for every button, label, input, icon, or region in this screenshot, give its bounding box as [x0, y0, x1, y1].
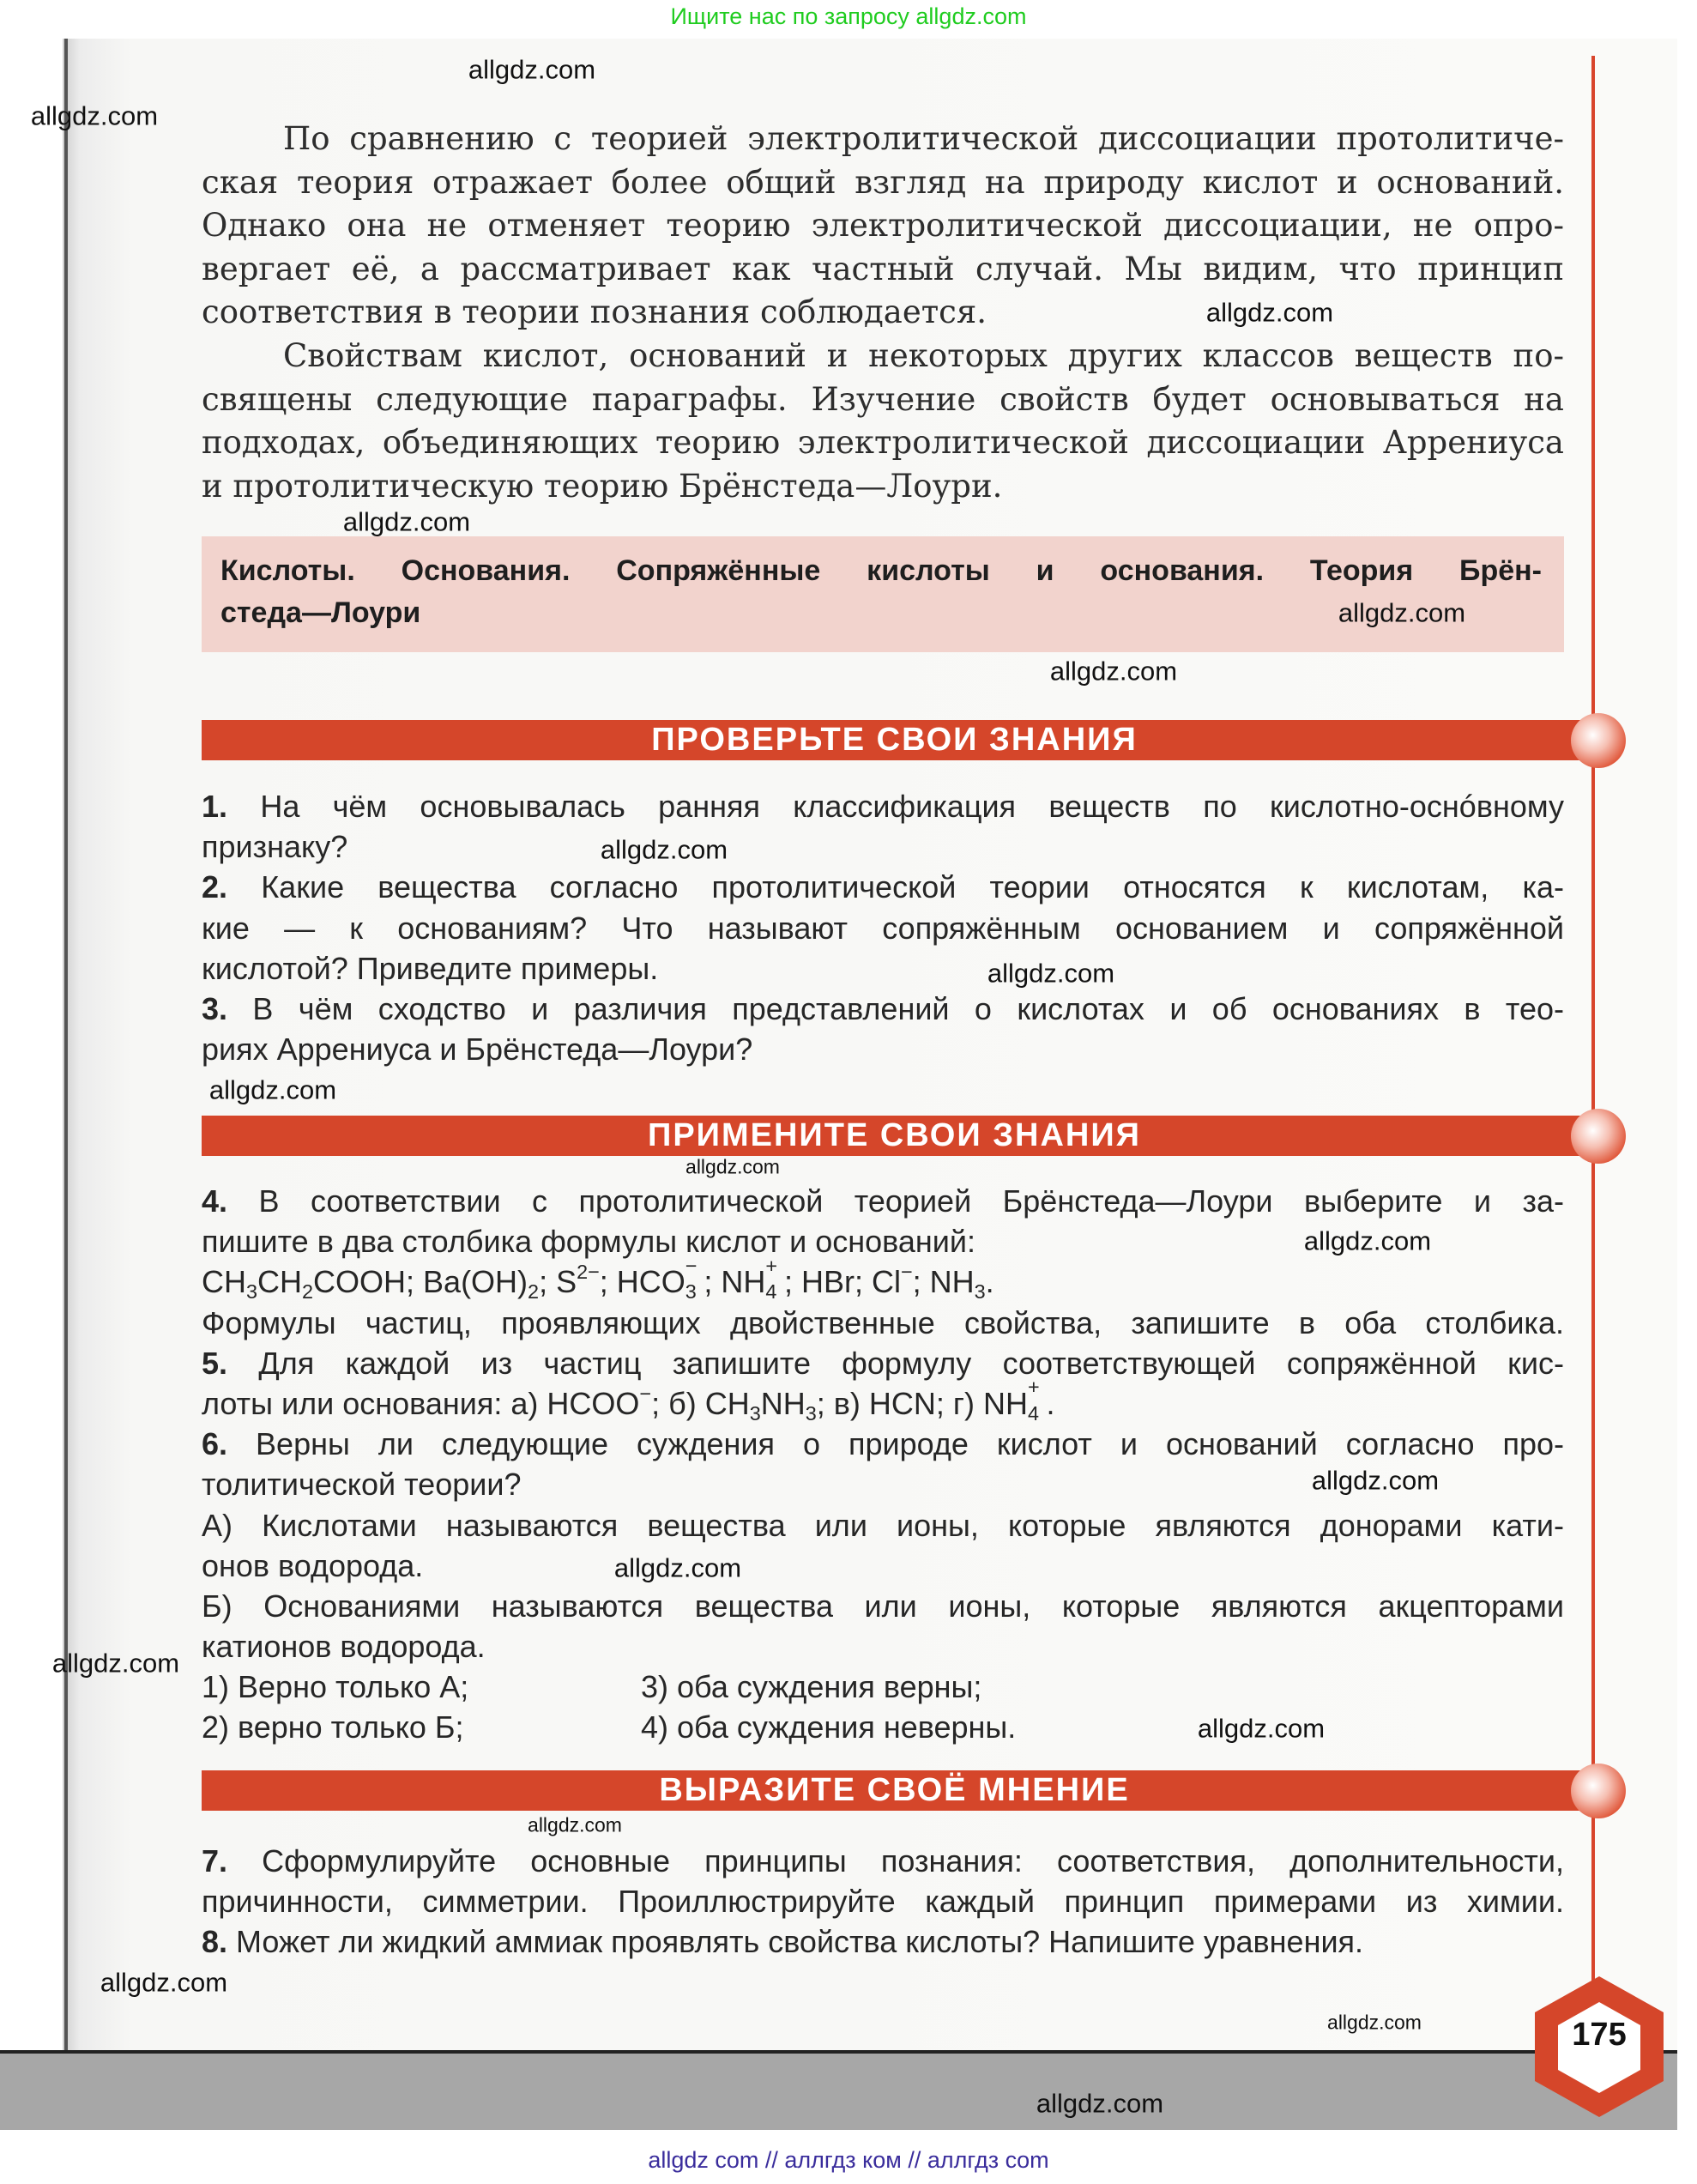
- text-segment: ; HCO: [599, 1264, 685, 1300]
- section-header-check-knowledge: ПРОВЕРЬТЕ СВОИ ЗНАНИЯ: [202, 720, 1587, 760]
- text-segment: пишите в два столбика формулы кислот и оснований:: [202, 1224, 975, 1260]
- watermark: allgdz.com: [528, 1813, 622, 1836]
- paragraph-1: [202, 118, 1564, 335]
- text-line: [202, 1424, 1564, 1464]
- watermark: allgdz.com: [1303, 1225, 1432, 1256]
- text-segment: Б) Основаниями называются вещества или ионы, которые являются акцепторами: [202, 1588, 1564, 1624]
- text-segment: В чём сходство и различия представлений о кислотах и об основаниях в тео-: [227, 990, 1564, 1026]
- text-line: [202, 335, 1564, 378]
- question-number: 2.: [202, 869, 228, 905]
- subscript: 4: [765, 1280, 777, 1304]
- text-segment: кие — к основаниям? Что называют сопряжённым основанием и сопряжённой: [202, 910, 1564, 946]
- keywords-box: [202, 536, 1564, 652]
- text-segment: Может ли жидкий аммиак проявлять свойства кислоты? Напишите уравнения.: [227, 1924, 1364, 1960]
- text-segment: подходах, объединяющих теорию электролитической диссоциации Аррениуса: [202, 424, 1564, 461]
- paragraph-2: [202, 335, 1564, 508]
- sub-superscript: [765, 1254, 784, 1304]
- text-segment: Свойствам кислот, оснований и некоторых других классов веществ по-: [283, 337, 1564, 374]
- subscript: 3: [246, 1280, 258, 1304]
- questions-check: [202, 786, 1564, 1069]
- questions-opinion: [202, 1841, 1564, 1963]
- text-segment: риях Аррениуса и Брёнстеда—Лоури?: [202, 1032, 753, 1068]
- red-margin-line: [1591, 56, 1595, 1987]
- text-segment: Верны ли следующие суждения о природе кислот и оснований согласно про-: [227, 1426, 1564, 1462]
- text-segment: Какие вещества согласно протолитической теории относятся к кислотам, ка-: [227, 869, 1564, 905]
- text-line: [202, 948, 1564, 989]
- text-line: [202, 1029, 1564, 1069]
- watermark: allgdz.com: [685, 1155, 780, 1178]
- watermark: allgdz.com: [1049, 656, 1178, 687]
- header-bullet-icon: [1571, 1764, 1626, 1818]
- watermark: allgdz.com: [1205, 297, 1334, 328]
- subscript: 3: [685, 1280, 697, 1304]
- watermark: allgdz.com: [1327, 2011, 1422, 2034]
- header-bullet-icon: [1571, 1109, 1626, 1164]
- text-line: [202, 1707, 1564, 1747]
- text-segment: вергает её, а рассматривает как частный случай. Мы видим, что принцип: [202, 250, 1564, 287]
- answer-option: 2) верно только Б;: [202, 1709, 464, 1745]
- question-number: 6.: [202, 1426, 228, 1462]
- text-line: [202, 867, 1564, 907]
- text-segment: На чём основывалась ранняя классификация веществ по кислотно-оснóвному: [227, 789, 1564, 824]
- section-header-apply-knowledge: ПРИМЕНИТЕ СВОИ ЗНАНИЯ: [202, 1116, 1587, 1156]
- superscript: +: [765, 1254, 778, 1277]
- text-line: [202, 465, 1564, 509]
- text-segment: Формулы частиц, проявляющих двойственные свойства, запишите в оба столбика.: [202, 1304, 1564, 1340]
- questions-apply: [202, 1181, 1564, 1748]
- text-segment: ; HBr; Cl: [783, 1264, 901, 1300]
- text-line: [202, 1303, 1564, 1343]
- watermark: allgdz.com: [30, 100, 159, 131]
- subscript: 2: [528, 1280, 540, 1304]
- text-segment: онов водорода.: [202, 1547, 424, 1583]
- text-line: [202, 378, 1564, 422]
- text-segment: CH: [257, 1264, 303, 1300]
- text-segment: катионов водорода.: [202, 1629, 486, 1665]
- text-line: [202, 826, 1564, 867]
- text-line: [202, 1586, 1564, 1626]
- keywords-line: стеда—Лоури: [220, 596, 421, 629]
- text-segment: ; NH: [912, 1264, 975, 1300]
- text-segment: признаку?: [202, 829, 348, 865]
- subscript: 4: [1027, 1401, 1039, 1425]
- text-segment: NH: [760, 1385, 806, 1421]
- answer-option: 4) оба суждения неверны.: [641, 1709, 1017, 1745]
- text-segment: В соответствии с протолитической теорией Брёнстеда—Лоури выберите и за-: [227, 1183, 1564, 1219]
- text-segment: .: [1046, 1385, 1055, 1421]
- watermark: allgdz.com: [208, 1074, 337, 1105]
- page-binding-edge: [64, 39, 68, 2050]
- text-segment: ; в) HCN; г) NH: [816, 1385, 1028, 1421]
- text-line: [202, 248, 1564, 292]
- watermark: allgdz.com: [1338, 597, 1466, 628]
- text-line: [202, 118, 1564, 161]
- text-segment: ; S: [539, 1264, 577, 1300]
- text-segment: кислотой? Приведите примеры.: [202, 950, 659, 986]
- sub-superscript: [685, 1254, 704, 1304]
- question-number: 8.: [202, 1924, 228, 1960]
- text-segment: Для каждой из частиц запишите формулу соответствующей сопряжённой кис-: [227, 1345, 1564, 1381]
- watermark: allgdz.com: [1036, 2088, 1164, 2119]
- text-line: [202, 786, 1564, 826]
- text-segment: А) Кислотами называются вещества или ионы, которые являются донорами кати-: [202, 1507, 1564, 1543]
- text-line: [202, 1841, 1564, 1881]
- text-line: [202, 989, 1564, 1029]
- header-bullet-icon: [1571, 713, 1626, 768]
- text-segment: лоты или основания: а) HCOO: [202, 1385, 640, 1421]
- footer-links: allgdz com // аллгдз ком // аллгдз com: [648, 2147, 1049, 2173]
- text-segment: и протолитическую теорию Брёнстеда—Лоури.: [202, 467, 1003, 505]
- watermark: allgdz.com: [987, 958, 1115, 989]
- sub-superscript: [1027, 1376, 1047, 1425]
- text-segment: По сравнению с теорией электролитической диссоциации протолитиче-: [283, 120, 1564, 157]
- text-segment: .: [985, 1264, 994, 1300]
- text-line: [202, 1626, 1564, 1667]
- question-number: 4.: [202, 1183, 228, 1219]
- text-segment: COOH; Ba(OH): [313, 1264, 528, 1300]
- text-line: [202, 1921, 1564, 1962]
- watermark: allgdz.com: [1197, 1713, 1326, 1744]
- subscript: 3: [805, 1401, 817, 1425]
- text-segment: CH: [202, 1264, 246, 1300]
- watermark: allgdz.com: [468, 54, 596, 85]
- question-number: 5.: [202, 1345, 228, 1381]
- watermark: allgdz.com: [51, 1648, 180, 1679]
- text-line: [202, 1881, 1564, 1921]
- answer-option: 1) Верно только А;: [202, 1669, 469, 1705]
- text-line: [202, 1376, 1564, 1425]
- text-segment: Однако она не отменяет теорию электролитической диссоциации, не опро-: [202, 207, 1564, 244]
- keywords-line: Кислоты. Основания. Сопряжённые кислоты и основания. Теория Брён-: [220, 554, 1542, 587]
- watermark: allgdz.com: [100, 1967, 228, 1998]
- page-number: 175: [1572, 2017, 1627, 2053]
- text-line: [202, 1505, 1564, 1546]
- text-line: [202, 1546, 1564, 1586]
- text-line: [202, 1343, 1564, 1383]
- text-segment: ская теория отражает более общий взгляд на природу кислот и оснований.: [202, 163, 1564, 201]
- watermark: allgdz.com: [1311, 1465, 1440, 1496]
- top-banner: Ищите нас по запросу allgdz.com: [670, 3, 1027, 29]
- superscript: −: [900, 1261, 913, 1283]
- text-line: [202, 291, 1564, 335]
- text-line: [202, 204, 1564, 248]
- question-number: 3.: [202, 990, 228, 1026]
- text-segment: священы следующие параграфы. Изучение свойств будет основываться на: [202, 380, 1564, 418]
- watermark: allgdz.com: [342, 506, 471, 537]
- answer-option: 3) оба суждения верны;: [641, 1669, 982, 1705]
- text-line: [202, 161, 1564, 205]
- question-number: 1.: [202, 789, 228, 824]
- section-header-express-opinion: ВЫРАЗИТЕ СВОЁ МНЕНИЕ: [202, 1770, 1587, 1811]
- superscript: 2−: [577, 1261, 600, 1283]
- watermark: allgdz.com: [613, 1552, 742, 1583]
- watermark: allgdz.com: [600, 834, 728, 865]
- subscript: 3: [974, 1280, 986, 1304]
- text-segment: причинности, симметрии. Проиллюстрируйте каждый принцип примерами из химии.: [202, 1884, 1564, 1920]
- text-line: [202, 908, 1564, 948]
- text-segment: Сформулируйте основные принципы познания: соответствия, дополнительности,: [227, 1843, 1564, 1878]
- subscript: 2: [302, 1280, 314, 1304]
- text-line: [202, 1667, 1564, 1707]
- question-number: 7.: [202, 1843, 228, 1878]
- superscript: −: [639, 1382, 652, 1405]
- text-segment: ; б) CH: [651, 1385, 750, 1421]
- superscript: +: [1027, 1376, 1040, 1399]
- text-line: [202, 1181, 1564, 1221]
- superscript: −: [685, 1254, 698, 1277]
- text-segment: соответствия в теории познания соблюдается.: [202, 293, 987, 330]
- text-line: [202, 1254, 1564, 1304]
- page-bottom-strip: [0, 2050, 1677, 2130]
- text-segment: ; NH: [704, 1264, 766, 1300]
- subscript: 3: [749, 1401, 761, 1425]
- text-line: [202, 421, 1564, 465]
- text-segment: толитической теории?: [202, 1467, 522, 1503]
